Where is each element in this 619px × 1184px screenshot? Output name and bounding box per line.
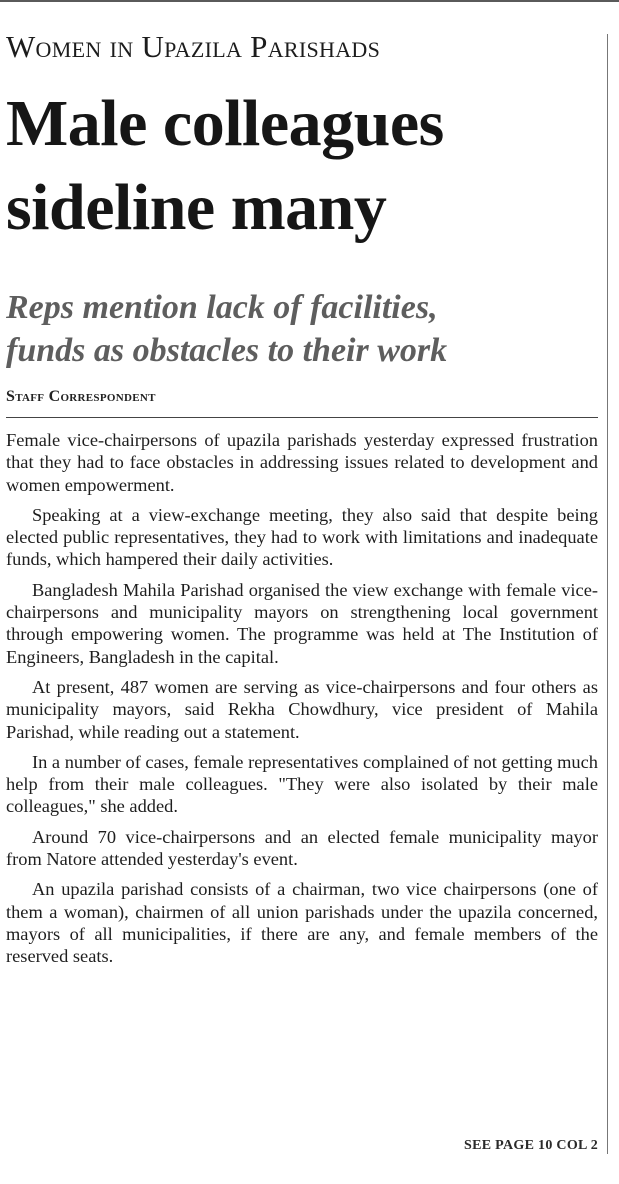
byline-rule [6, 417, 598, 418]
top-rule [0, 0, 619, 2]
paragraph: Female vice-chairpersons of upazila parishads yesterday expressed frustration that they had to face obstacles in addressing issues related to development and women empowerment. [6, 430, 598, 495]
headline-line-1: Male colleagues [6, 87, 444, 160]
kicker: Women in Upazila Parishads [6, 29, 381, 64]
paragraph: An upazila parishad consists of a chairman, two vice chairpersons (one of them a woman), chairmen of all union parishads under the upazila concerned, mayors of all municipalities, if there are any, and female members of the reserved seats. [6, 879, 598, 967]
paragraph: Bangladesh Mahila Parishad organised the view exchange with female vice-chairpersons and municipality mayors on strengthening local government through empowering women. The programme was held at The Institution of Engineers, Bangladesh in the capital. [6, 579, 598, 667]
paragraph: At present, 487 women are serving as vice-chairpersons and four others as municipality mayors, said Rekha Chowdhury, vice president of Mahila Parishad, while reading out a statement. [6, 676, 598, 742]
paragraph: In a number of cases, female representatives complained of not getting much help from their male colleagues. "They were also isolated by their male colleagues," she added. [6, 751, 598, 817]
byline: Staff Correspondent [6, 388, 156, 405]
headline-line-2: sideline many [6, 171, 387, 244]
paragraph: Around 70 vice-chairpersons and an elected female municipality mayor from Natore attended yesterday's event. [6, 826, 598, 870]
paragraph: Speaking at a view-exchange meeting, they also said that despite being elected public representatives, they had to work with limitations and inadequate funds, which hampered their daily activities. [6, 504, 598, 570]
continued-on-page-note: SEE PAGE 10 COL 2 [464, 1138, 598, 1153]
subheadline-line-1: Reps mention lack of facilities, [6, 289, 438, 326]
article-body [6, 429, 598, 976]
subheadline-line-2: funds as obstacles to their work [6, 332, 448, 369]
subheadline [6, 286, 598, 372]
column-rule [607, 34, 608, 1154]
headline [6, 82, 606, 250]
